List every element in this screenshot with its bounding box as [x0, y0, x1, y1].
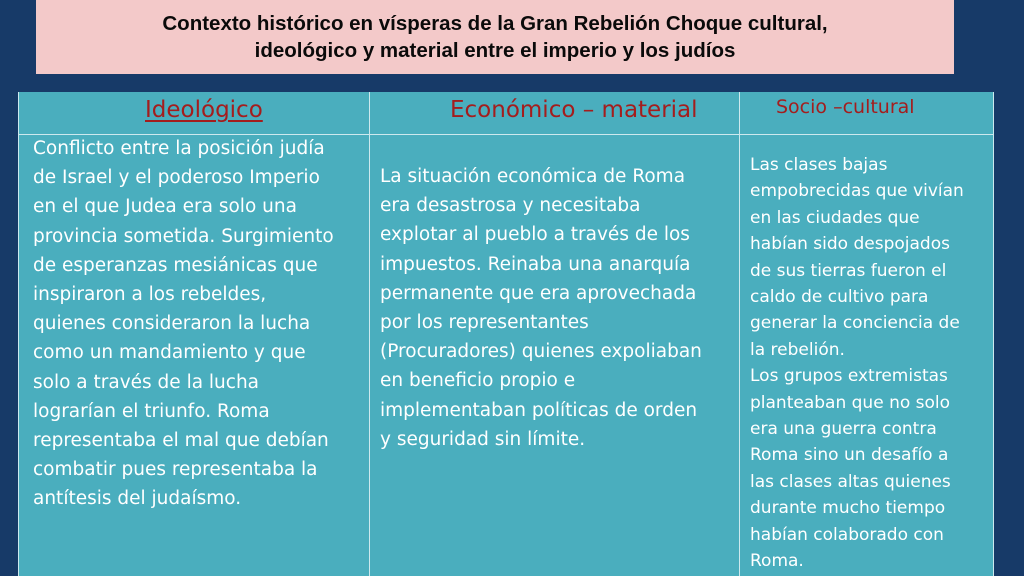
- column-heading-sociocultural: Socio –cultural: [776, 96, 915, 118]
- comparison-table: [18, 92, 994, 576]
- column-body-sociocultural: Las clases bajas empobrecidas que vivían en las ciudades que habían sido despojados de sus tierras fueron el caldo de cultivo para generar la conciencia de la rebelión. Los grupos extremistas planteaban que no solo era una guerra contra Roma sino un desafío a las clases altas quienes durante mucho tiempo habían colaborado con Roma.: [750, 155, 964, 572]
- column-heading-ideologico: Ideológico: [145, 97, 263, 123]
- column-body-ideologico: Conflicto entre la posición judía de Israel y el poderoso Imperio en el que Judea era solo una provincia sometida. Surgimiento de esperanzas mesiánicas que inspiraron a los rebeldes, quienes consideraron la lucha como un mandamiento y que solo a través de la lucha lograrían el triunfo. Roma representaba el mal que debían combatir pues representaba la antítesis del judaísmo.: [33, 138, 334, 510]
- column-heading-economico: Económico – material: [450, 97, 698, 123]
- column-ideologico: [18, 92, 370, 576]
- slide-title-box: [36, 0, 954, 74]
- column-body-economico: La situación económica de Roma era desastrosa y necesitaba explotar al pueblo a través de los impuestos. Reinaba una anarquía permanente que era aprovechada por los representantes (Procuradores) quienes expoliaban en beneficio propio e implementaban políticas de orden y seguridad sin límite.: [380, 166, 702, 450]
- slide-title: Contexto histórico en vísperas de la Gran Rebelión Choque cultural, ideológico y material entre el imperio y los judíos: [162, 12, 828, 62]
- column-sociocultural: [740, 92, 994, 576]
- column-economico: [370, 92, 740, 576]
